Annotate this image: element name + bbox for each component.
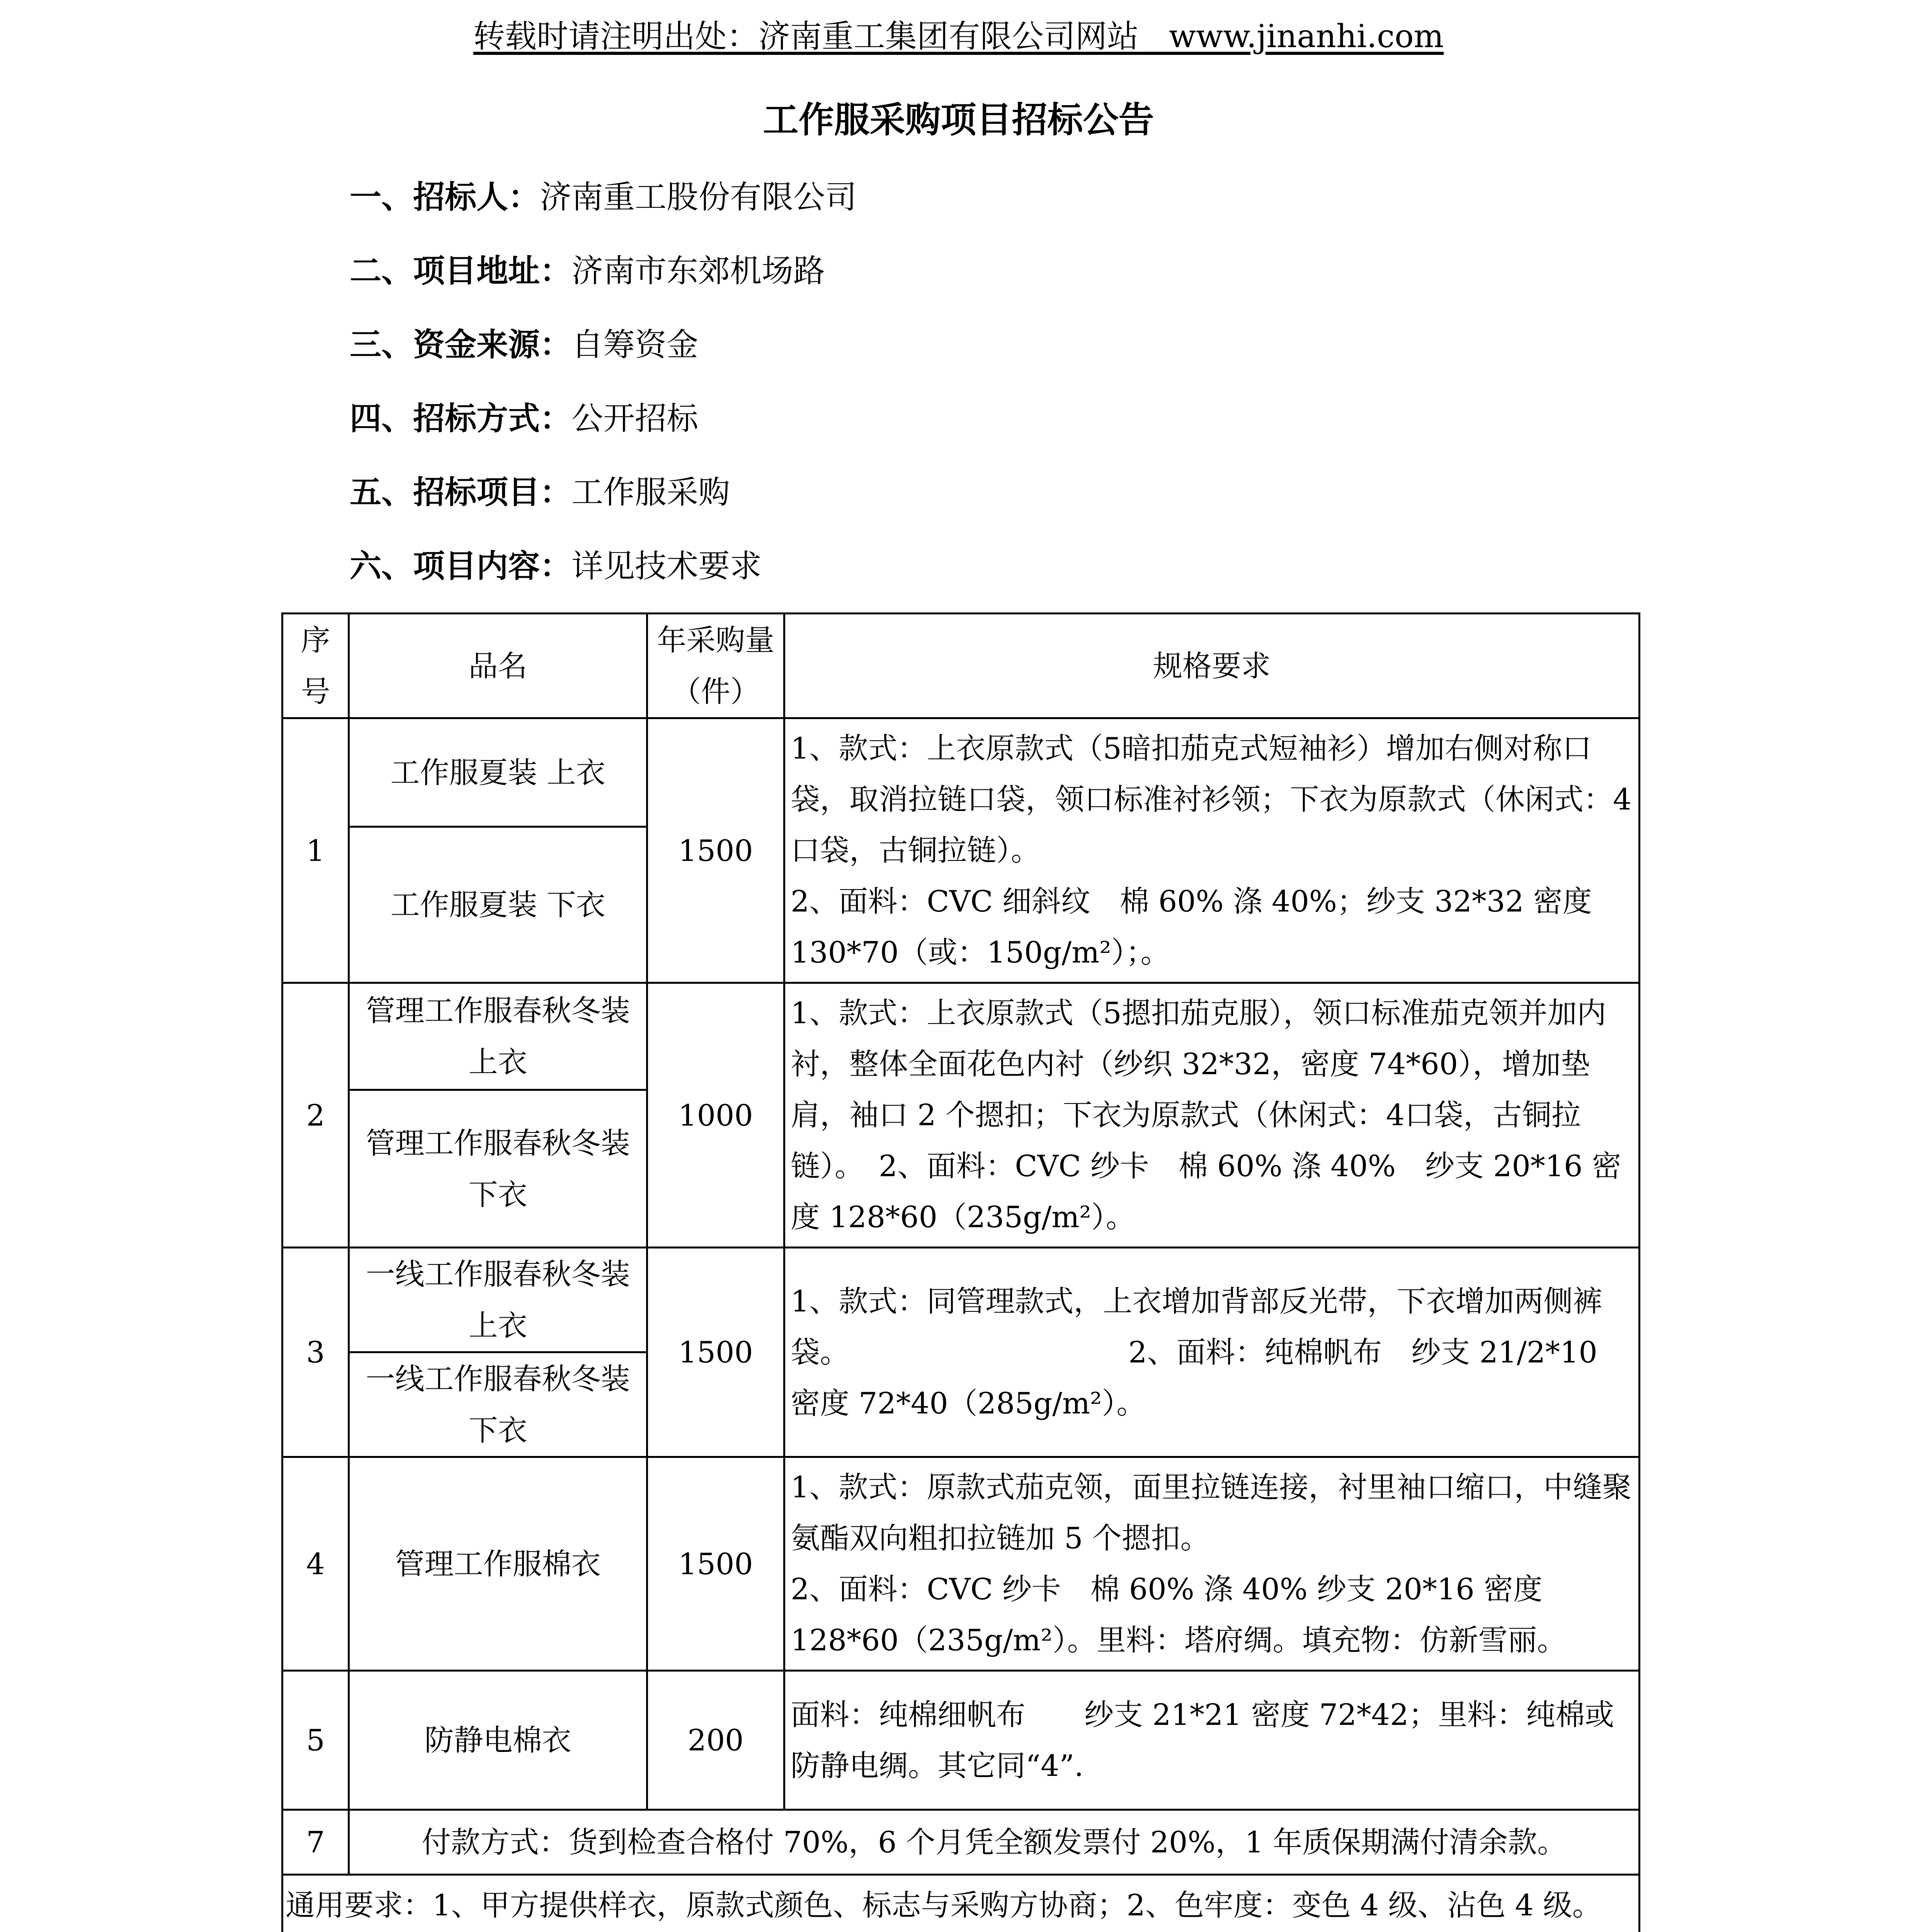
payment-row — [282, 1810, 1640, 1875]
table-row — [282, 1248, 1640, 1352]
item-name: 管理工作服棉衣 — [349, 1457, 647, 1671]
table-header-row — [282, 614, 1640, 718]
spec-table — [281, 612, 1640, 1932]
section-label: 三、资金来源： — [350, 326, 572, 363]
row-no: 2 — [282, 983, 349, 1248]
item-spec: 面料：纯棉细帆布 纱支 21*21 密度 72*42；里料：纯棉或防静电绸。其它同“4”. — [784, 1671, 1640, 1810]
table-row — [282, 718, 1640, 827]
source-notice-text: 转载时请注明出处：济南重工集团有限公司网站 — [473, 18, 1139, 55]
section-project — [350, 471, 730, 514]
table-row — [282, 983, 1640, 1090]
item-spec: 1、款式：原款式茄克领，面里拉链连接，衬里袖口缩口，中缝聚氨酯双向粗扣拉链加 5 个摁扣。 2、面料：CVC 纱卡 棉 60% 涤 40% 纱支 20*16 密度 128*60（235g/m²）。里料：塔府绸。填充物：仿新雪丽。 — [784, 1457, 1640, 1671]
section-value: 详见技术要求 — [572, 548, 762, 585]
section-address — [350, 250, 825, 293]
website-link[interactable]: www.jinanhi.com — [1169, 18, 1444, 55]
item-name: 管理工作服春秋冬装下衣 — [349, 1090, 647, 1248]
header-name: 品名 — [349, 614, 647, 718]
section-value: 工作服采购 — [572, 474, 730, 511]
header-qty: 年采购量（件） — [647, 614, 784, 718]
general-requirements: 通用要求：1、甲方提供样衣，原款式颜色、标志与采购方协商；2、色牢度：变色 4 级、沾色 4 级。 — [282, 1875, 1640, 1932]
row-no: 1 — [282, 718, 349, 983]
item-spec: 1、款式：上衣原款式（5摁扣茄克服），领口标准茄克领并加内衬，整体全面花色内衬（纱织 32*32，密度 74*60），增加垫肩，袖口 2 个摁扣；下衣为原款式（休闲式：4口袋，古铜拉链）。 2、面料：CVC 纱卡 棉 60% 涤 40% 纱支 20*16 密度 128*60（235g/m²）。 — [784, 983, 1640, 1248]
row-no: 5 — [282, 1671, 349, 1810]
header-spec: 规格要求 — [784, 614, 1640, 718]
payment-no: 7 — [282, 1810, 349, 1875]
section-funding — [350, 323, 698, 366]
item-name: 防静电棉衣 — [349, 1671, 647, 1810]
item-spec: 1、款式：上衣原款式（5暗扣茄克式短袖衫）增加右侧对称口袋，取消拉链口袋，领口标准衬衫领；下衣为原款式（休闲式：4口袋，古铜拉链）。 2、面料：CVC 细斜纹 棉 60% 涤 40%；纱支 32*32 密度 130*70（或：150g/m²）；。 — [784, 718, 1640, 983]
item-qty: 1500 — [647, 1248, 784, 1457]
section-content — [350, 545, 762, 588]
section-label: 二、项目地址： — [350, 252, 572, 289]
section-label: 一、招标人： — [350, 179, 540, 216]
item-name: 一线工作服春秋冬装上衣 — [349, 1248, 647, 1352]
section-value: 公开招标 — [572, 400, 699, 437]
item-name: 管理工作服春秋冬装上衣 — [349, 983, 647, 1090]
item-spec: 1、款式：同管理款式，上衣增加背部反光带，下衣增加两侧裤袋。 2、面料：纯棉帆布 纱支 21/2*10 密度 72*40（285g/m²）。 — [784, 1248, 1640, 1457]
item-name: 工作服夏装 上衣 — [349, 718, 647, 827]
section-label: 六、项目内容： — [350, 548, 572, 585]
item-qty: 1500 — [647, 1457, 784, 1671]
general-requirements-row — [282, 1875, 1640, 1932]
payment-terms: 付款方式：货到检查合格付 70%，6 个月凭全额发票付 20%，1 年质保期满付清余款。 — [349, 1810, 1640, 1875]
section-label: 四、招标方式： — [350, 400, 572, 437]
source-notice — [0, 15, 1917, 58]
section-value: 济南重工股份有限公司 — [540, 179, 857, 216]
item-name: 一线工作服春秋冬装下衣 — [349, 1352, 647, 1457]
item-qty: 1000 — [647, 983, 784, 1248]
section-label: 五、招标项目： — [350, 474, 572, 511]
section-bidder — [350, 176, 857, 219]
item-qty: 200 — [647, 1671, 784, 1810]
document-title: 工作服采购项目招标公告 — [763, 99, 1154, 141]
row-no: 3 — [282, 1248, 349, 1457]
item-name: 工作服夏装 下衣 — [349, 827, 647, 983]
header-no: 序号 — [282, 614, 349, 718]
section-value: 济南市东郊机场路 — [572, 253, 825, 289]
section-value: 自筹资金 — [572, 327, 699, 363]
row-no: 4 — [282, 1457, 349, 1671]
section-method — [350, 397, 698, 440]
table-row — [282, 1457, 1640, 1671]
source-notice-gap — [1139, 18, 1169, 55]
table-row — [282, 1671, 1640, 1810]
item-qty: 1500 — [647, 718, 784, 983]
